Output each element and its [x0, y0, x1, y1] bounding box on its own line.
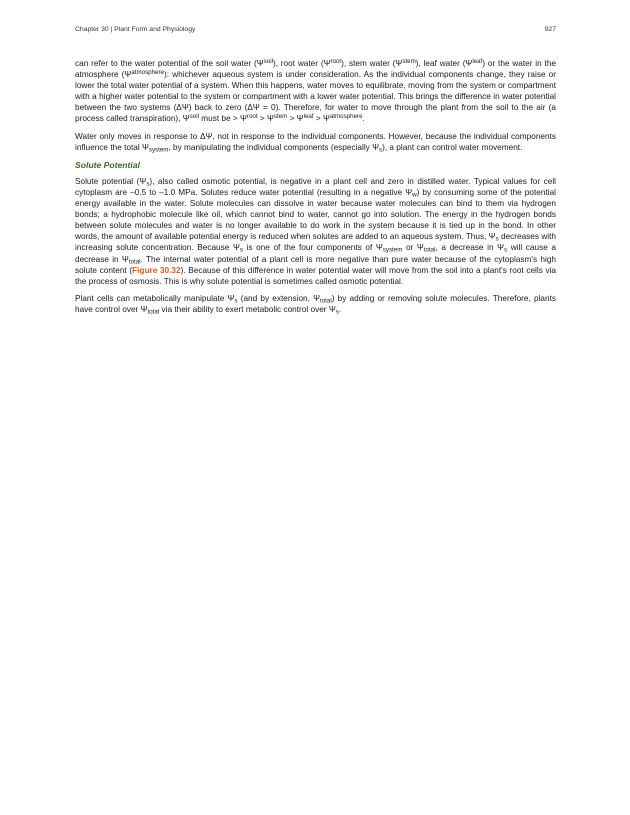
- subscript: s: [146, 180, 150, 188]
- subscript: s: [378, 146, 383, 154]
- paragraph-3: [75, 176, 556, 287]
- text-run: Water only moves in response to ΔΨ, not in response to the individual components. However, because the individual components influence the total Ψ: [75, 131, 556, 152]
- text-run: > Ψ: [313, 114, 330, 124]
- section-heading: Solute Potential: [75, 159, 140, 170]
- subscript: w: [412, 191, 417, 199]
- text-run: ) by adding or removing solute molecules. Therefore, plants have control over Ψ: [75, 293, 557, 314]
- subscript: total: [147, 308, 160, 316]
- subscript: system: [148, 146, 169, 154]
- text-run: ) or the water in the atmosphere (Ψ: [75, 59, 556, 80]
- superscript: soil: [189, 113, 199, 121]
- text-run: . The internal water potential of a plant cell is more negative than pure water because of the cytoplasm's high solute content (: [75, 254, 556, 275]
- text-run: must be > Ψ: [198, 114, 247, 124]
- figure-link[interactable]: Figure 30.32: [132, 265, 181, 275]
- subscript: s: [335, 308, 339, 316]
- subscript: total: [423, 246, 436, 254]
- text-run: .: [338, 304, 342, 314]
- text-run: (and by extension, Ψ: [237, 293, 320, 303]
- subscript: s: [234, 297, 238, 305]
- text-run: can refer to the water potential of the soil water (Ψ: [75, 59, 264, 68]
- subscript: s: [495, 235, 499, 243]
- superscript: atmosphere: [131, 69, 164, 77]
- superscript: root: [330, 58, 342, 65]
- text-run: ). Because of this difference in water potential water will move from the soil into a plant's root cells via the process of osmosis. This is why solute potential is sometimes called osmotic potential.: [75, 265, 556, 286]
- page-number: 927: [544, 26, 556, 33]
- subscript: s: [504, 246, 508, 254]
- text-run: .: [362, 114, 365, 124]
- superscript: atmosphere: [329, 113, 363, 121]
- superscript: root: [246, 113, 258, 121]
- text-run: will cause a decrease in Ψ: [75, 243, 557, 264]
- paragraph-2: [75, 131, 556, 153]
- text-run: Solute potential (Ψ: [75, 176, 147, 186]
- text-run: ), stem water (Ψ: [341, 59, 403, 68]
- paragraph-1: [75, 58, 556, 125]
- superscript: leaf: [303, 113, 314, 121]
- text-run: ), root water (Ψ: [272, 59, 331, 68]
- text-run: or Ψ: [402, 243, 424, 253]
- body-text: [75, 58, 556, 321]
- text-run: ) by consuming some of the potential energy available in the water. Solute molecules can dissolve in water because water molecules can bind to them via hydrogen bonds; a hydrophobic molecule like oil, which cannot bind to water, cannot go into solution. The energy in the hydrogen bonds between solute molecules and water is no longer available to do work in the system because it is tied up in the bond. In other words, the amount of available potential energy is reduced when solutes are added to an aqueous system. Thus, Ψ: [75, 187, 556, 242]
- text-run: > Ψ: [257, 114, 274, 124]
- superscript: soil: [263, 58, 273, 65]
- text-run: > Ψ: [287, 114, 304, 124]
- text-run: decreases with increasing solute concentration. Because Ψ: [75, 232, 556, 253]
- text-run: ), a plant can control water movement.: [382, 142, 523, 152]
- paragraph-4: [75, 293, 556, 315]
- subscript: s: [239, 246, 243, 254]
- text-run: ), leaf water (Ψ: [415, 59, 473, 68]
- superscript: leaf: [472, 58, 483, 65]
- superscript: stem: [273, 113, 288, 121]
- text-run: Plant cells can metabolically manipulate Ψ: [75, 293, 235, 303]
- subscript: total: [128, 258, 141, 265]
- text-run: via their ability to exert metabolic control over Ψ: [159, 304, 336, 314]
- text-run: , a decrease in Ψ: [435, 243, 505, 253]
- running-header: [75, 26, 556, 33]
- subscript: system: [382, 246, 403, 254]
- subscript: total: [320, 297, 332, 305]
- chapter-title: Chapter 30 | Plant Form and Physiology: [75, 26, 196, 33]
- text-run: , by manipulating the individual components (especially Ψ: [168, 142, 379, 152]
- text-run: ), also called osmotic potential, is negative in a plant cell and zero in distilled water. Typical values for cell cytoplasm are –0.5 to –1.0 MPa. Solutes reduce water potential (resulting in a negative Ψ: [75, 176, 556, 197]
- text-run: is one of the four components of Ψ: [242, 243, 383, 253]
- text-run: ): whichever aqueous system is under consideration. As the individual components change, they raise or lower the total water potential of a system. When this happens, water moves to equilibrate, moving from the system or compartment with a higher water potential to the system or compartment with a lower water potential. This brings the difference in water potential between the two systems (ΔΨ) back to zero (ΔΨ = 0). Therefore, for water to move through the plant from the soil to the air (a process called transpiration), Ψ: [75, 70, 556, 124]
- superscript: stem: [402, 58, 416, 65]
